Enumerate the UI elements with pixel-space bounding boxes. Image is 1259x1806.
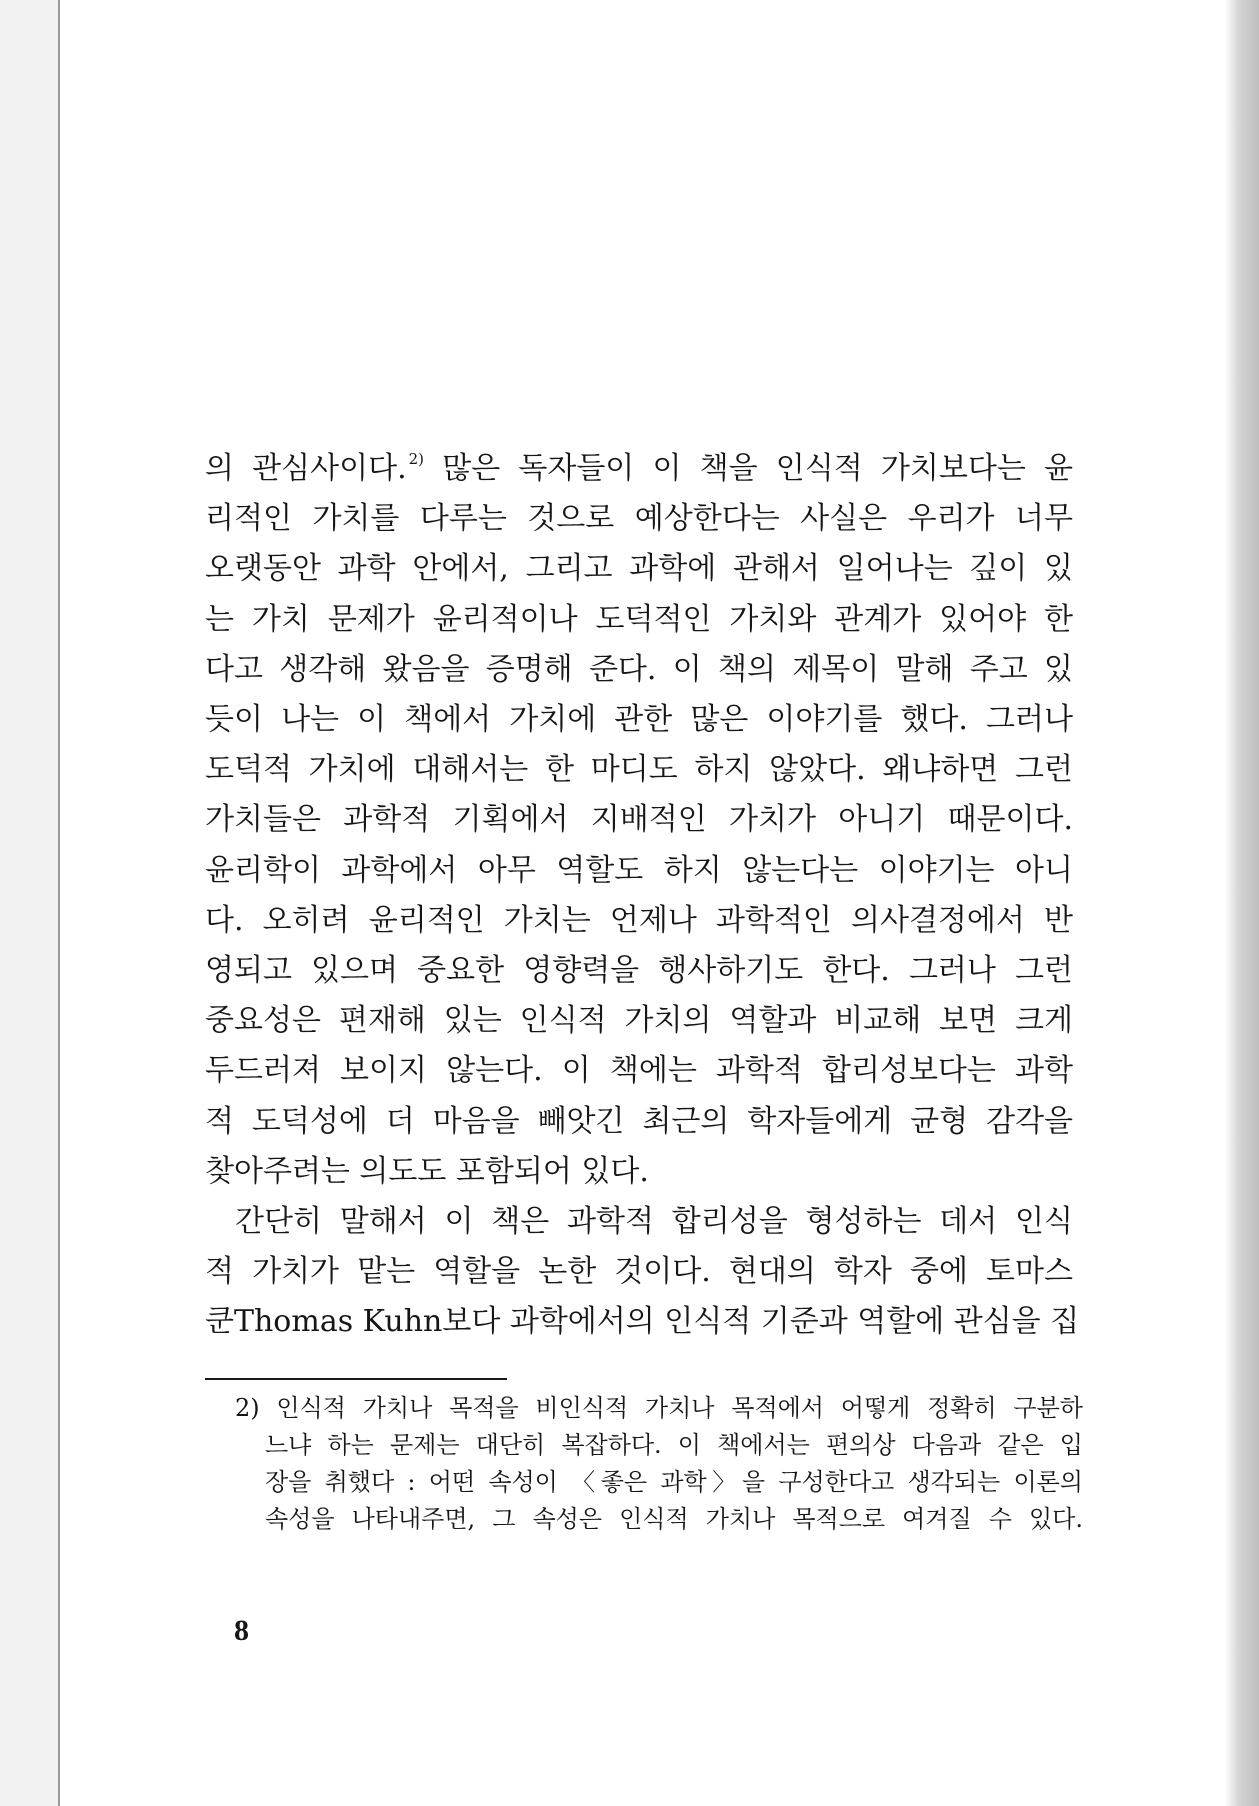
footnote-line: 느냐 하는 문제는 대단히 복잡하다. 이 책에서는 편의상 다음과 같은 입	[265, 1431, 1083, 1459]
body-line: 듯이 나는 이 책에서 가치에 관한 많은 이야기를 했다. 그러나	[205, 702, 1073, 738]
body-line: 다. 오히려 윤리적인 가치는 언제나 과학적인 의사결정에서 반	[205, 902, 1073, 938]
body-line: 적 가치가 맡는 역할을 논한 것이다. 현대의 학자 중에 토마스	[205, 1254, 1073, 1290]
body-line-1-head: 의 관심사이다.	[205, 451, 407, 486]
body-text	[205, 444, 1080, 1348]
body-line: 영되고 있으며 중요한 영향력을 행사하기도 한다. 그러나 그런	[205, 953, 1073, 989]
body-line: 는 가치 문제가 윤리적이나 도덕적인 가치와 관계가 있어야 한	[205, 601, 1073, 637]
page-right-shadow	[1225, 0, 1259, 1806]
body-line-1	[205, 444, 1073, 494]
body-line: 적 도덕성에 더 마음을 빼앗긴 최근의 학자들에게 균형 감각을	[205, 1103, 1073, 1139]
body-line: 오랫동안 과학 안에서, 그리고 과학에 관해서 일어나는 깊이 있	[205, 551, 1073, 587]
body-line: 중요성은 편재해 있는 인식적 가치의 역할과 비교해 보면 크게	[205, 1003, 1073, 1039]
page-number: 8	[234, 1614, 249, 1647]
body-line-1-tail: 많은 독자들이 이 책을 인식적 가치보다는 윤	[442, 451, 1074, 486]
footnote-divider	[205, 1378, 507, 1380]
footnote	[235, 1390, 1083, 1538]
body-line: 리적인 가치를 다루는 것으로 예상한다는 사실은 우리가 너무	[205, 501, 1073, 537]
footnote-reference[interactable]: 2)	[408, 450, 425, 468]
footnote-line: 2) 인식적 가치나 목적을 비인식적 가치나 목적에서 어떻게 정확히 구분하	[235, 1394, 1083, 1422]
body-line: 쿤Thomas Kuhn보다 과학에서의 인식적 기준과 역할에 관심을 집	[205, 1304, 1080, 1340]
body-line: 두드러져 보이지 않는다. 이 책에는 과학적 합리성보다는 과학	[205, 1053, 1073, 1089]
footnote-line: 속성을 나타내주면, 그 속성은 인식적 가치나 목적으로 여겨질 수 있다.	[265, 1505, 1083, 1533]
paragraph-start-line: 간단히 말해서 이 책은 과학적 합리성을 형성하는 데서 인식	[235, 1204, 1073, 1240]
body-line: 윤리학이 과학에서 아무 역할도 하지 않는다는 이야기는 아니	[205, 852, 1073, 888]
body-line: 다고 생각해 왔음을 증명해 준다. 이 책의 제목이 말해 주고 있	[205, 651, 1073, 687]
body-line: 가치들은 과학적 기획에서 지배적인 가치가 아니기 때문이다.	[205, 802, 1073, 838]
footnote-line: 장을 취했다 : 어떤 속성이 〈좋은 과학〉을 구성한다고 생각되는 이론의	[265, 1468, 1083, 1496]
paragraph-end-line: 찾아주려는 의도도 포함되어 있다.	[205, 1153, 649, 1189]
body-line: 도덕적 가치에 대해서는 한 마디도 하지 않았다. 왜냐하면 그런	[205, 752, 1073, 788]
